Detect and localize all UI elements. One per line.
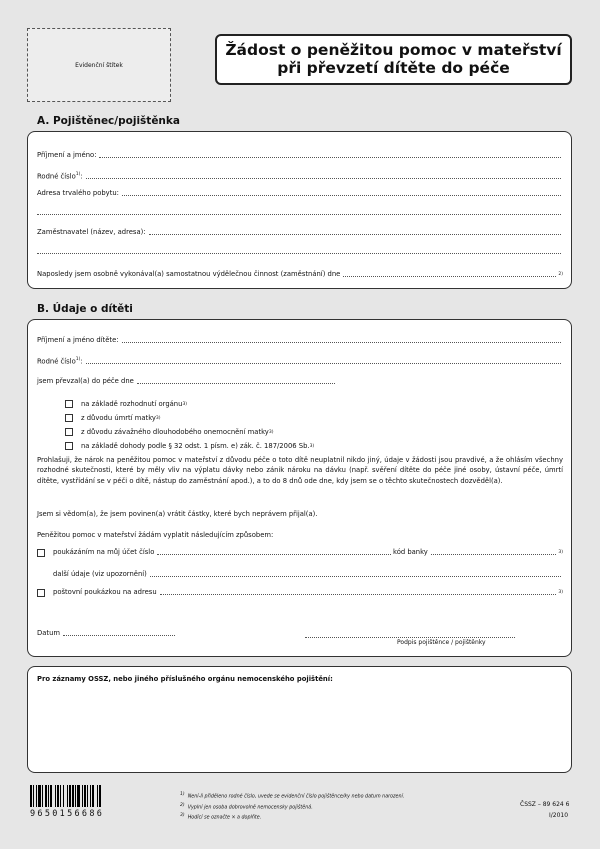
- care-reason-option[interactable]: na základě dohody podle § 32 odst. 1 písm. e) zák. č. 187/2006 Sb. 3): [65, 439, 314, 453]
- care-reason-checkbox[interactable]: [65, 400, 73, 408]
- bank-code-field[interactable]: kód banky 3): [393, 548, 563, 556]
- birth-number-field[interactable]: [37, 170, 563, 181]
- barcode-bar: [101, 785, 102, 807]
- employer-label: Zaměstnavatel (název, adresa):: [37, 228, 146, 236]
- barcode-number: 9650156686: [30, 809, 105, 819]
- surname-name-label: Příjmení a jméno:: [37, 151, 97, 159]
- address-label: Adresa trvalého pobytu:: [37, 189, 119, 197]
- declaration-text: Prohlašuji, že nárok na peněžitou pomoc v mateřství z důvodu péče o toto dítě neuplatnil nikdo jiný, údaje v žádosti jsou pravdivé, a že ohlásím všechny rozhodné skutečnosti, které by měly vliv na výplatu dávky nebo zánik nároku na dávku (např. svěření dítěte do péče jiné osoby, ústavní péče, úmrtí dítěte, vystřídání se v péči o dítě, nástup do zaměstnání apod.), a to do 8 dnů ode dne, kdy jsem se o těchto skutečnostech dozvěděl(a).: [37, 456, 563, 485]
- barcode: [30, 785, 128, 807]
- postal-address-field[interactable]: poštovní poukázkou na adresu 3): [53, 588, 563, 596]
- evidence-label-text: Evidenční štítek: [75, 61, 123, 69]
- child-birth-number-label: Rodné číslo$^{1)}$:: [37, 357, 83, 366]
- surname-name-field[interactable]: [37, 151, 563, 160]
- form-title-line2: při převzetí dítěte do péče: [277, 59, 510, 77]
- address-field[interactable]: [37, 189, 563, 198]
- records-heading: Pro záznamy OSSZ, nebo jiného příslušného orgánu nemocenského pojištění:: [37, 675, 333, 683]
- section-b-panel: [27, 319, 572, 657]
- employer-field[interactable]: [37, 228, 563, 237]
- section-b-heading: B. Údaje o dítěti: [37, 303, 133, 315]
- last-activity-label: Naposledy jsem osobně vykonával(a) samostatnou výdělečnou činnost (zaměstnání) dne: [37, 270, 341, 278]
- care-reason-option[interactable]: na základě rozhodnutí orgánu 3): [65, 397, 314, 411]
- footnote: 2) Vyplní jen osoba dobrovolně nemocensky pojištěná.: [180, 802, 313, 811]
- evidence-label-box: [27, 28, 171, 102]
- child-birth-number-field[interactable]: [37, 355, 563, 366]
- signature-label: Podpis pojištěnce / pojištěnky: [397, 639, 486, 646]
- care-reason-checkbox[interactable]: [65, 428, 73, 436]
- care-date-label: jsem převzal(a) do péče dne: [37, 377, 134, 385]
- care-reason-option[interactable]: z důvodu úmrtí matky 3): [65, 411, 314, 425]
- account-number-field[interactable]: poukázáním na můj účet číslo: [53, 548, 393, 557]
- care-reason-checkbox[interactable]: [65, 414, 73, 422]
- birth-number-label: Rodné číslo$^{1)}$:: [37, 172, 83, 181]
- pay-account-checkbox[interactable]: [37, 549, 45, 557]
- form-title-line1: Žádost o peněžitou pomoc v mateřství: [225, 41, 562, 59]
- form-edition: I/2010: [549, 812, 569, 819]
- last-activity-field[interactable]: [37, 270, 563, 279]
- aware-text: Jsem si vědom(a), že jsem povinen(a) vrátit částky, které bych neprávem přijal(a).: [37, 510, 318, 518]
- care-reason-checkbox[interactable]: [65, 442, 73, 450]
- last-activity-note: 2): [558, 272, 563, 277]
- other-data-field[interactable]: [53, 570, 563, 579]
- care-reason-option[interactable]: z důvodu závažného dlouhodobého onemocnění matky 3): [65, 425, 314, 439]
- care-reason-options: [65, 397, 314, 453]
- date-field[interactable]: [37, 629, 177, 638]
- section-a-heading: A. Pojištěnec/pojištěnka: [37, 115, 180, 127]
- pay-postal-checkbox[interactable]: [37, 589, 45, 597]
- form-code: ČSSZ – 89 624 6: [520, 801, 570, 808]
- footnotes: [180, 791, 404, 823]
- payment-intro-text: Peněžitou pomoc v mateřství žádám vyplatit následujícím způsobem:: [37, 531, 274, 539]
- child-name-field[interactable]: [37, 336, 563, 345]
- pay-postal-row: [37, 588, 563, 597]
- footnote: 1) Není-li přiděleno rodné číslo, uvede se evidenční číslo pojištěnce/ky nebo datum narození.: [180, 792, 405, 800]
- care-date-field[interactable]: [37, 377, 337, 386]
- footnote: 3) Hodící se označte × a doplňte.: [180, 813, 262, 821]
- form-title-box: [215, 34, 572, 85]
- pay-account-row: [37, 548, 563, 557]
- child-name-label: Příjmení a jméno dítěte:: [37, 336, 119, 344]
- other-data-label: další údaje (viz upozornění): [53, 570, 147, 578]
- date-label: Datum: [37, 629, 60, 637]
- signature-line[interactable]: [305, 636, 515, 638]
- address-continuation-line[interactable]: [37, 213, 561, 215]
- employer-continuation-line[interactable]: [37, 252, 561, 254]
